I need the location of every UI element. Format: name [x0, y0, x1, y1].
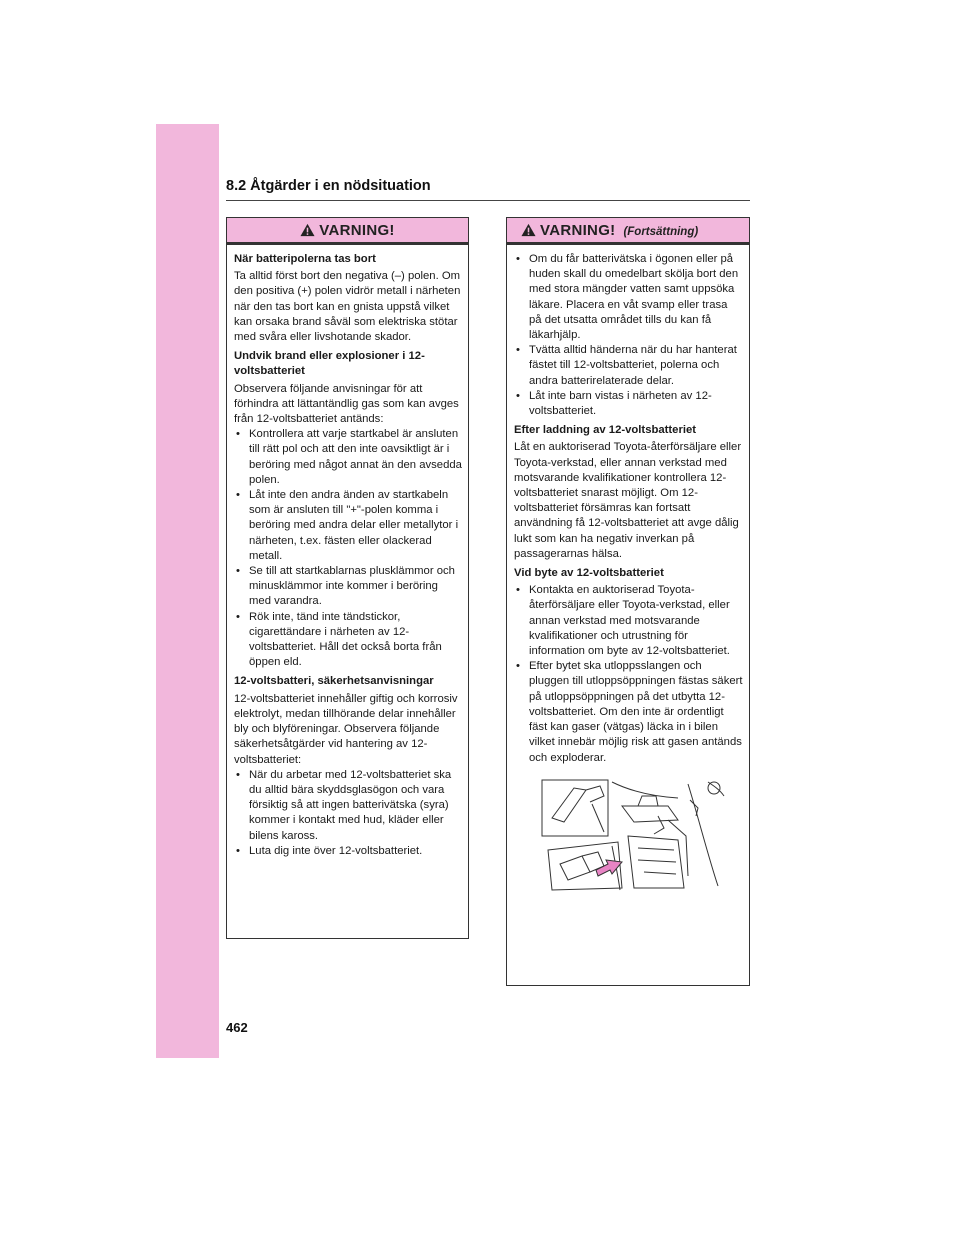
- warning-header: [227, 218, 468, 245]
- list-item: • Se till att startkablarnas plusklämmor och minusklämmor inte kommer i beröring med varandra.: [234, 564, 462, 610]
- bullet-list: [514, 583, 743, 765]
- page-number: 462: [226, 1020, 248, 1035]
- warning-title: VARNING!: [319, 221, 395, 239]
- subheading: Undvik brand eller explosioner i 12-voltsbatteriet: [234, 350, 425, 378]
- bullet-list: [234, 768, 462, 859]
- list-item: • Luta dig inte över 12-voltsbatteriet.: [234, 844, 462, 859]
- warning-body-left: [227, 245, 468, 859]
- list-item: • Kontakta en auktoriserad Toyota-återförsäljare eller Toyota-verkstad, eller annan verkstad med motsvarande kvalifikationer och utrustning för information om byte av 12-voltsbatteriet.: [514, 583, 743, 659]
- pointer-arrow-icon: [596, 860, 622, 876]
- list-item: • När du arbetar med 12-voltsbatteriet ska du alltid bära skyddsglasögon och vara försiktig så att ingen batterivätska (syra) kommer i kontakt med hud, kläder eller bilens kaross.: [234, 768, 462, 844]
- list-item: • Låt inte barn vistas i närheten av 12-voltsbatteriet.: [514, 389, 743, 419]
- list-item: • Om du får batterivätska i ögonen eller på huden skall du omedelbart skölja bort den med stora mängder vatten samt uppsöka läkare. Placera en våt svamp eller trasa på det utsatta området tills du kan få läkarhjälp.: [514, 252, 743, 343]
- warning-triangle-icon: [300, 223, 315, 237]
- warning-title: VARNING!: [540, 221, 616, 239]
- paragraph: Observera följande anvisningar för att förhindra att lättantändlig gas som kan avges från 12-voltsbatteriet antänds:: [234, 382, 459, 426]
- warning-box-right: [506, 217, 750, 986]
- list-item: • Efter bytet ska utloppsslangen och pluggen till utloppsöppningen fästas säkert på utloppsöppningen på det utbytta 12-voltsbatteriet. Om den inte är ordentligt fäst kan gaser (vätgas) läcka in i bilen vilket innebär möjlig risk att gasen antänds och exploderar.: [514, 659, 743, 765]
- continuation-label: (Fortsättning): [623, 225, 699, 238]
- subheading: När batteripolerna tas bort: [234, 253, 376, 265]
- warning-body-right: [507, 245, 749, 894]
- paragraph: Ta alltid först bort den negativa (–) polen. Om den positiva (+) polen vidrör metall i närheten när den tas bort kan en gnista uppstå vilket kan orsaka brand såväl som elektriska stötar med svåra eller livshotande skador.: [234, 270, 461, 344]
- subheading: 12-voltsbatteri, säkerhetsanvisningar: [234, 675, 434, 688]
- warning-box-left: [226, 217, 469, 939]
- subheading: Efter laddning av 12-voltsbatteriet: [514, 424, 697, 437]
- section-divider: [226, 200, 750, 201]
- battery-illustration: [538, 776, 728, 894]
- warning-header-continued: [507, 218, 749, 245]
- battery-compartment-drawing: [538, 776, 728, 894]
- paragraph: Låt en auktoriserad Toyota-återförsäljare eller Toyota-verkstad, eller annan verkstad med motsvarande kvalifikationer kontrollera 12-voltsbatteriet snarast möjligt. Om 12-voltsbatteriet försämras kan fortsatt användning få 12-voltsbatteriet att avge dålig lukt som kan ha negativ inverkan på passagerarnas hälsa.: [514, 441, 742, 560]
- list-item: • Tvätta alltid händerna när du har hanterat fästet till 12-voltsbatteriet, polerna och andra batterirelaterade delar.: [514, 343, 743, 389]
- paragraph: 12-voltsbatteriet innehåller giftig och korrosiv elektrolyt, medan tillhörande delar innehåller bly och blyföreningar. Observera följande säkerhetsåtgärder vid hantering av 12-voltsbatteriet:: [234, 692, 458, 766]
- bullet-list: [514, 252, 743, 419]
- bullet-list: [234, 427, 462, 670]
- subheading: Vid byte av 12-voltsbatteriet: [514, 567, 664, 580]
- list-item: • Kontrollera att varje startkabel är ansluten till rätt pol och att den inte oavsiktligt är i beröring med något annat än den avsedda polen.: [234, 427, 462, 488]
- list-item: • Låt inte den andra änden av startkabeln som är ansluten till "+"-polen komma i beröring med andra delar eller metallytor i närheten, t.ex. fästen eller olackerad metall.: [234, 488, 462, 564]
- section-title: 8.2 Åtgärder i en nödsituation: [226, 178, 431, 194]
- warning-triangle-icon: [521, 223, 536, 237]
- list-item: • Rök inte, tänd inte tändstickor, cigarettändare i närheten av 12-voltsbatteriet. Håll det också borta från öppen eld.: [234, 610, 462, 671]
- chapter-side-tab: [156, 124, 219, 1058]
